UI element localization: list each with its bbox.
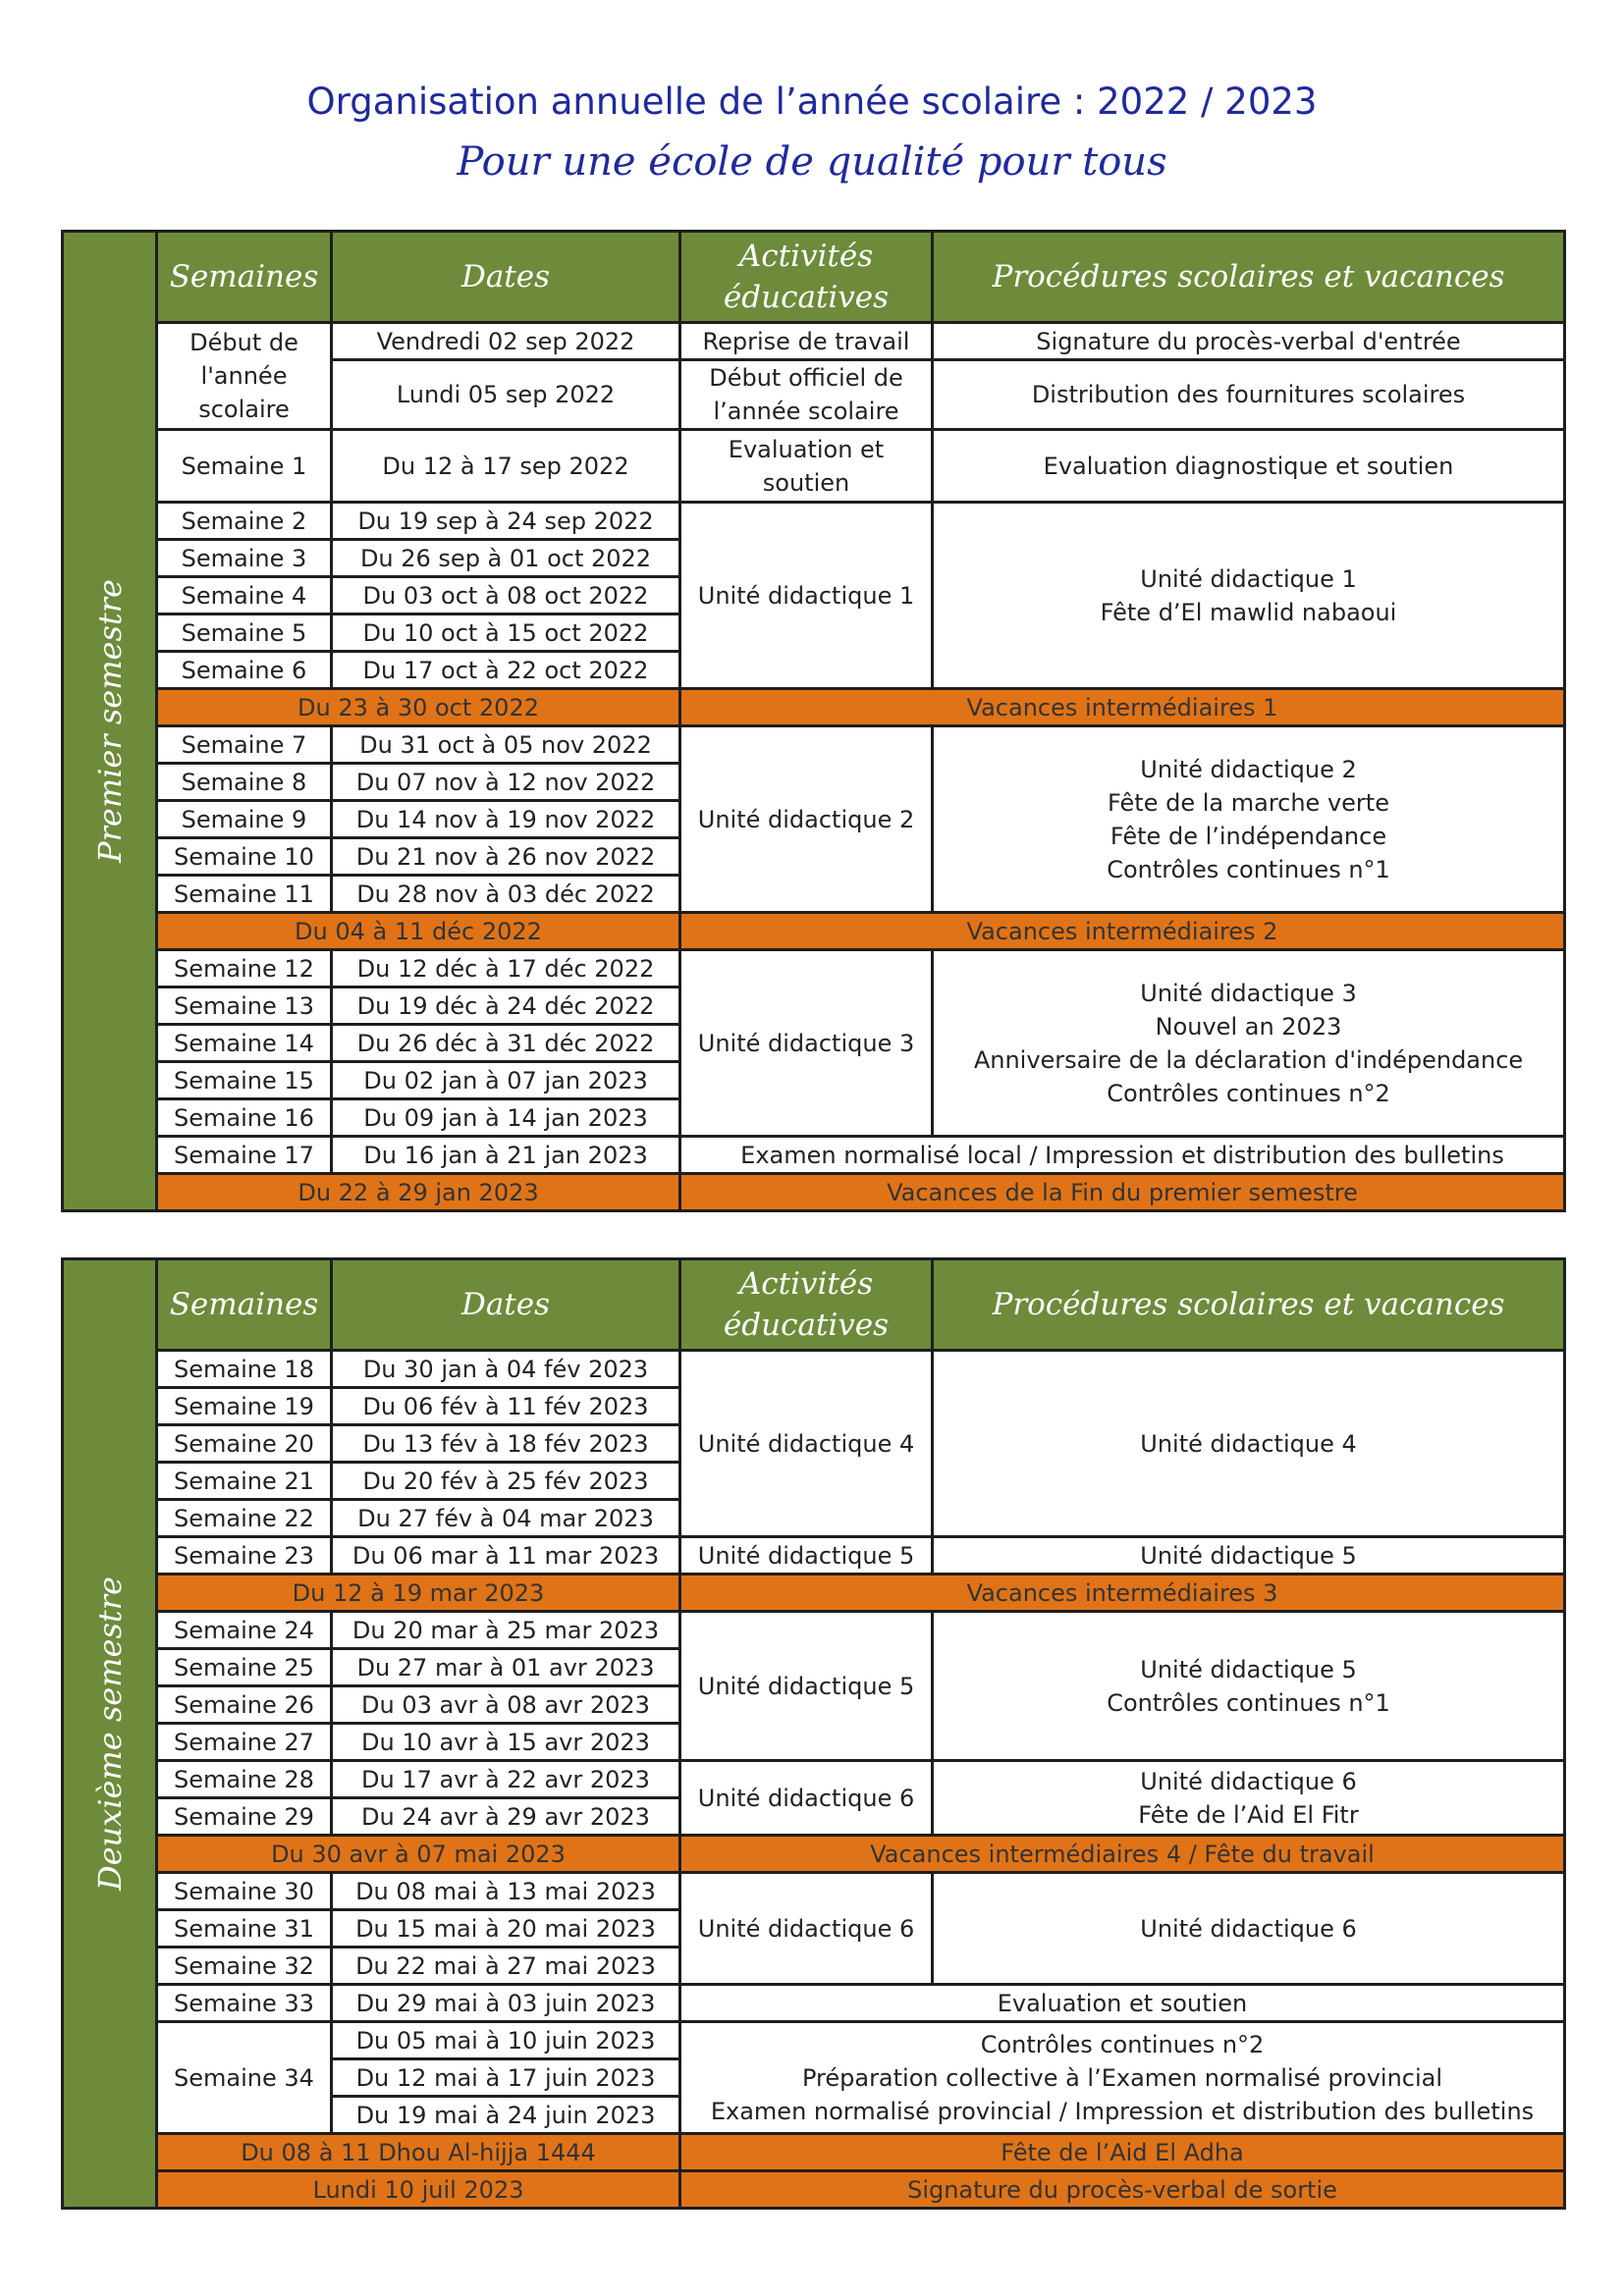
date-cell: Du 19 mai à 24 juin 2023 (332, 2097, 680, 2134)
date-cell: Du 21 nov à 26 nov 2022 (332, 838, 680, 876)
date-cell: Du 10 oct à 15 oct 2022 (332, 614, 680, 652)
week-cell: Semaine 34 (157, 2022, 332, 2134)
procedure-cell: Distribution des fournitures scolaires (933, 360, 1565, 430)
date-cell: Vendredi 02 sep 2022 (332, 323, 680, 360)
week-cell: Semaine 11 (157, 876, 332, 913)
week-cell: Semaine 8 (157, 764, 332, 801)
procedure-cell: Evaluation diagnostique et soutien (933, 430, 1565, 503)
week-cell: Semaine 32 (157, 1948, 332, 1985)
activity-cell: Evaluation et soutien (680, 430, 933, 503)
header-activities: Activités éducatives (680, 232, 933, 323)
semester-label-cell (63, 1259, 157, 2209)
break-label-cell: Vacances de la Fin du premier semestre (680, 1174, 1565, 1211)
activity-cell: Reprise de travail (680, 323, 933, 360)
week-cell: Semaine 7 (157, 726, 332, 764)
week-cell: Semaine 9 (157, 801, 332, 838)
activity-cell: Unité didactique 4 (680, 1351, 933, 1537)
header-procedures: Procédures scolaires et vacances (933, 232, 1565, 323)
date-cell: Du 06 mar à 11 mar 2023 (332, 1537, 680, 1575)
header-procedures: Procédures scolaires et vacances (933, 1259, 1565, 1351)
date-cell: Du 13 fév à 18 fév 2023 (332, 1425, 680, 1463)
week-cell: Semaine 29 (157, 1798, 332, 1836)
date-cell: Du 30 jan à 04 fév 2023 (332, 1351, 680, 1388)
date-cell: Du 09 jan à 14 jan 2023 (332, 1099, 680, 1137)
week-cell: Semaine 3 (157, 540, 332, 577)
break-date-cell: Du 23 à 30 oct 2022 (157, 689, 680, 726)
procedure-cell: Unité didactique 6 Fête de l’Aid El Fitr (933, 1761, 1565, 1836)
week-cell: Semaine 25 (157, 1649, 332, 1686)
header-dates: Dates (332, 1259, 680, 1351)
date-cell: Du 15 mai à 20 mai 2023 (332, 1910, 680, 1948)
procedure-cell: Unité didactique 6 (933, 1873, 1565, 1985)
week-cell: Semaine 26 (157, 1686, 332, 1724)
break-label-cell: Vacances intermédiaires 4 / Fête du travail (680, 1836, 1565, 1873)
activity-cell: Début officiel de l’année scolaire (680, 360, 933, 430)
date-cell: Du 20 mar à 25 mar 2023 (332, 1612, 680, 1649)
activity-cell: Unité didactique 6 (680, 1761, 933, 1836)
date-cell: Du 02 jan à 07 jan 2023 (332, 1062, 680, 1099)
header-dates: Dates (332, 232, 680, 323)
week-cell: Semaine 14 (157, 1025, 332, 1062)
date-cell: Du 19 sep à 24 sep 2022 (332, 503, 680, 540)
week-cell: Semaine 16 (157, 1099, 332, 1137)
date-cell: Du 29 mai à 03 juin 2023 (332, 1985, 680, 2022)
week-cell: Semaine 18 (157, 1351, 332, 1388)
header-weeks: Semaines (157, 232, 332, 323)
date-cell: Du 12 à 17 sep 2022 (332, 430, 680, 503)
week-cell: Semaine 21 (157, 1463, 332, 1500)
date-cell: Du 06 fév à 11 fév 2023 (332, 1388, 680, 1425)
week-cell: Semaine 33 (157, 1985, 332, 2022)
date-cell: Du 22 mai à 27 mai 2023 (332, 1948, 680, 1985)
week-cell: Semaine 2 (157, 503, 332, 540)
week-cell: Semaine 12 (157, 950, 332, 988)
week-cell: Semaine 6 (157, 652, 332, 689)
break-label-cell: Fête de l’Aid El Adha (680, 2134, 1565, 2171)
date-cell: Du 05 mai à 10 juin 2023 (332, 2022, 680, 2059)
procedure-cell: Signature du procès-verbal d'entrée (933, 323, 1565, 360)
procedure-cell: Unité didactique 1 Fête d’El mawlid nabaoui (933, 503, 1565, 689)
activity-cell: Unité didactique 2 (680, 726, 933, 913)
first-semester-table (61, 230, 1566, 1212)
week-cell: Semaine 30 (157, 1873, 332, 1910)
date-cell: Du 17 avr à 22 avr 2023 (332, 1761, 680, 1798)
semester-label: Premier semestre (90, 579, 129, 863)
date-cell: Du 26 déc à 31 déc 2022 (332, 1025, 680, 1062)
date-cell: Du 08 mai à 13 mai 2023 (332, 1873, 680, 1910)
week-cell: Semaine 28 (157, 1761, 332, 1798)
date-cell: Du 26 sep à 01 oct 2022 (332, 540, 680, 577)
semester-label: Deuxième semestre (90, 1575, 129, 1892)
week-cell: Semaine 23 (157, 1537, 332, 1575)
week-cell: Semaine 10 (157, 838, 332, 876)
break-label-cell: Vacances intermédiaires 2 (680, 913, 1565, 950)
date-cell: Du 28 nov à 03 déc 2022 (332, 876, 680, 913)
week-cell: Semaine 4 (157, 577, 332, 614)
page-title: Organisation annuelle de l’année scolaire : 2022 / 2023 (306, 80, 1318, 123)
procedure-cell: Examen normalisé local / Impression et distribution des bulletins (680, 1137, 1565, 1174)
date-cell: Du 24 avr à 29 avr 2023 (332, 1798, 680, 1836)
week-cell: Semaine 17 (157, 1137, 332, 1174)
date-cell: Du 12 déc à 17 déc 2022 (332, 950, 680, 988)
week-cell: Semaine 5 (157, 614, 332, 652)
date-cell: Du 16 jan à 21 jan 2023 (332, 1137, 680, 1174)
semester-label-cell (63, 232, 157, 1211)
break-date-cell: Du 04 à 11 déc 2022 (157, 913, 680, 950)
procedure-cell: Unité didactique 2 Fête de la marche verte Fête de l’indépendance Contrôles continues n°1 (933, 726, 1565, 913)
break-date-cell: Du 22 à 29 jan 2023 (157, 1174, 680, 1211)
date-cell: Du 03 avr à 08 avr 2023 (332, 1686, 680, 1724)
activity-cell: Unité didactique 6 (680, 1873, 933, 1985)
activity-cell: Unité didactique 1 (680, 503, 933, 689)
header-activities: Activités éducatives (680, 1259, 933, 1351)
date-cell: Du 10 avr à 15 avr 2023 (332, 1724, 680, 1761)
week-cell: Semaine 19 (157, 1388, 332, 1425)
date-cell: Du 27 fév à 04 mar 2023 (332, 1500, 680, 1537)
procedure-cell: Unité didactique 3 Nouvel an 2023 Anniversaire de la déclaration d'indépendance Contrôles continues n°2 (933, 950, 1565, 1137)
procedure-cell: Evaluation et soutien (680, 1985, 1565, 2022)
second-semester-table (61, 1257, 1566, 2210)
week-cell: Semaine 27 (157, 1724, 332, 1761)
header-weeks: Semaines (157, 1259, 332, 1351)
date-cell: Du 20 fév à 25 fév 2023 (332, 1463, 680, 1500)
date-cell: Du 12 mai à 17 juin 2023 (332, 2059, 680, 2097)
week-cell: Semaine 1 (157, 430, 332, 503)
break-label-cell: Signature du procès-verbal de sortie (680, 2171, 1565, 2209)
break-label-cell: Vacances intermédiaires 3 (680, 1575, 1565, 1612)
activity-cell: Unité didactique 5 (680, 1612, 933, 1761)
date-cell: Lundi 05 sep 2022 (332, 360, 680, 430)
week-cell: Semaine 20 (157, 1425, 332, 1463)
date-cell: Du 07 nov à 12 nov 2022 (332, 764, 680, 801)
week-cell: Semaine 22 (157, 1500, 332, 1537)
week-cell: Semaine 15 (157, 1062, 332, 1099)
date-cell: Du 27 mar à 01 avr 2023 (332, 1649, 680, 1686)
date-cell: Du 03 oct à 08 oct 2022 (332, 577, 680, 614)
break-date-cell: Du 30 avr à 07 mai 2023 (157, 1836, 680, 1873)
week-cell: Semaine 13 (157, 988, 332, 1025)
date-cell: Du 17 oct à 22 oct 2022 (332, 652, 680, 689)
week-cell: Semaine 24 (157, 1612, 332, 1649)
activity-cell: Unité didactique 3 (680, 950, 933, 1137)
activity-cell: Unité didactique 5 (680, 1537, 933, 1575)
page-subtitle: Pour une école de qualité pour tous (457, 139, 1167, 185)
procedure-cell: Unité didactique 4 (933, 1351, 1565, 1537)
break-date-cell: Du 12 à 19 mar 2023 (157, 1575, 680, 1612)
date-cell: Du 31 oct à 05 nov 2022 (332, 726, 680, 764)
procedure-cell: Unité didactique 5 (933, 1537, 1565, 1575)
break-date-cell: Lundi 10 juil 2023 (157, 2171, 680, 2209)
break-label-cell: Vacances intermédiaires 1 (680, 689, 1565, 726)
procedure-cell: Contrôles continues n°2 Préparation collective à l’Examen normalisé provincial Examen normalisé provincial / Impression et distribution des bulletins (680, 2022, 1565, 2134)
break-date-cell: Du 08 à 11 Dhou Al-hijja 1444 (157, 2134, 680, 2171)
procedure-cell: Unité didactique 5 Contrôles continues n°1 (933, 1612, 1565, 1761)
date-cell: Du 14 nov à 19 nov 2022 (332, 801, 680, 838)
date-cell: Du 19 déc à 24 déc 2022 (332, 988, 680, 1025)
week-cell: Semaine 31 (157, 1910, 332, 1948)
start-week-cell: Début de l'année scolaire (157, 323, 332, 430)
